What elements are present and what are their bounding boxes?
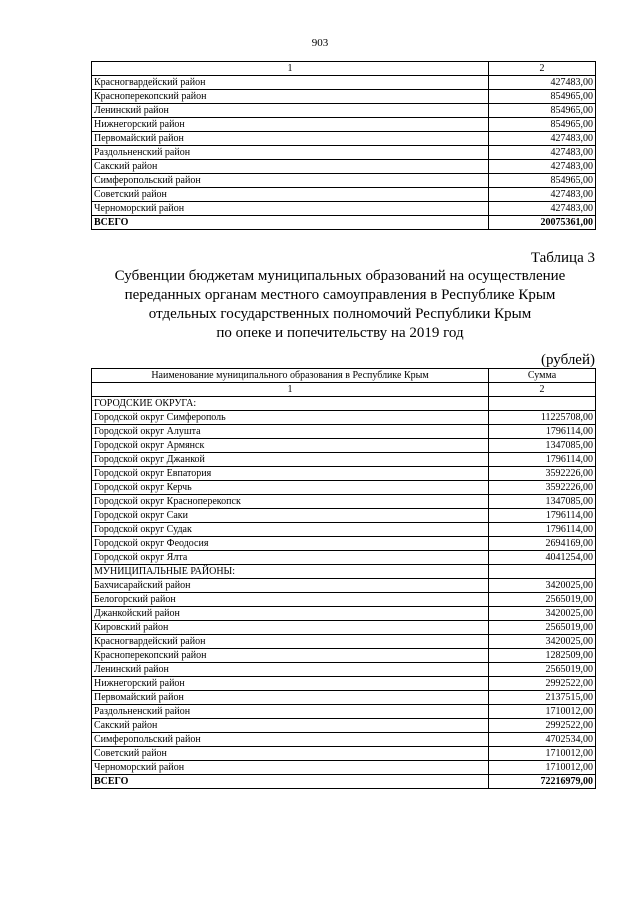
table-row — [92, 677, 596, 691]
table-row — [92, 160, 596, 174]
row-name: Городской округ Саки — [92, 509, 489, 523]
row-value: 1347085,00 — [489, 439, 596, 453]
table-row — [92, 104, 596, 118]
row-name: Белогорский район — [92, 593, 489, 607]
row-name: Городской округ Алушта — [92, 425, 489, 439]
row-name: Красногвардейский район — [92, 635, 489, 649]
table-row — [92, 747, 596, 761]
table-row — [92, 705, 596, 719]
row-name: Городской округ Армянск — [92, 439, 489, 453]
row-value: 4702534,00 — [489, 733, 596, 747]
row-value: 1710012,00 — [489, 747, 596, 761]
row-value: 427483,00 — [489, 76, 596, 90]
row-value: 2565019,00 — [489, 663, 596, 677]
row-value: 854965,00 — [489, 104, 596, 118]
table-row — [92, 495, 596, 509]
row-name: Городской округ Ялта — [92, 551, 489, 565]
row-value: 2565019,00 — [489, 593, 596, 607]
total-row — [92, 775, 596, 789]
table-title-line: переданных органам местного самоуправления в Республике Крым — [124, 287, 556, 303]
column-number-1: 1 — [92, 383, 489, 397]
row-value: 427483,00 — [489, 160, 596, 174]
table-row — [92, 635, 596, 649]
row-name: Городской округ Джанкой — [92, 453, 489, 467]
page-number: 903 — [311, 37, 329, 49]
units-label: (рублей) — [540, 352, 595, 368]
row-value: 3592226,00 — [489, 467, 596, 481]
row-value: 427483,00 — [489, 188, 596, 202]
row-value: 1796114,00 — [489, 425, 596, 439]
row-name: Советский район — [92, 188, 489, 202]
table-row — [92, 523, 596, 537]
header-name: Наименование муниципального образования в Республике Крым — [92, 369, 489, 383]
section-title: ГОРОДСКИЕ ОКРУГА: — [92, 397, 489, 411]
row-value: 3420025,00 — [489, 579, 596, 593]
row-name: ВСЕГО — [92, 775, 489, 789]
row-value: 3420025,00 — [489, 635, 596, 649]
row-value: 854965,00 — [489, 118, 596, 132]
table-row — [92, 621, 596, 635]
row-name: Красноперекопский район — [92, 649, 489, 663]
table-row — [92, 453, 596, 467]
row-value: 2694169,00 — [489, 537, 596, 551]
table-title-line: отдельных государственных полномочий Республики Крым — [148, 306, 532, 322]
row-name: Сакский район — [92, 160, 489, 174]
table-row — [92, 118, 596, 132]
row-name: Городской округ Евпатория — [92, 467, 489, 481]
table-row — [92, 761, 596, 775]
table-row — [92, 467, 596, 481]
table-title-line: по опеке и попечительству на 2019 год — [216, 325, 464, 341]
row-name: Первомайский район — [92, 132, 489, 146]
row-value: 1710012,00 — [489, 761, 596, 775]
row-name: Джанкойский район — [92, 607, 489, 621]
table-title-line: Субвенции бюджетам муниципальных образований на осуществление — [114, 268, 566, 284]
subvention-table — [91, 368, 596, 789]
row-name: Ленинский район — [92, 104, 489, 118]
row-name: Первомайский район — [92, 691, 489, 705]
column-number-row — [92, 383, 596, 397]
row-name: Нижнегорский район — [92, 118, 489, 132]
table-row — [92, 188, 596, 202]
table-row — [92, 439, 596, 453]
row-name: Городской округ Феодосия — [92, 537, 489, 551]
total-row — [92, 216, 596, 230]
table-row — [92, 202, 596, 216]
table-row — [92, 551, 596, 565]
row-name: Раздольненский район — [92, 705, 489, 719]
table-row — [92, 719, 596, 733]
table-row — [92, 593, 596, 607]
row-value: 427483,00 — [489, 202, 596, 216]
row-name: Городской округ Симферополь — [92, 411, 489, 425]
row-value: 1710012,00 — [489, 705, 596, 719]
row-value: 1282509,00 — [489, 649, 596, 663]
table-row — [92, 579, 596, 593]
row-name: Черноморский район — [92, 761, 489, 775]
row-value: 854965,00 — [489, 90, 596, 104]
column-number-1: 1 — [92, 62, 489, 76]
continued-table — [91, 61, 596, 230]
row-name: Городской округ Красноперекопск — [92, 495, 489, 509]
row-value: 1796114,00 — [489, 523, 596, 537]
row-value: 427483,00 — [489, 132, 596, 146]
table-row — [92, 691, 596, 705]
row-value: 1796114,00 — [489, 453, 596, 467]
column-number-row — [92, 62, 596, 76]
row-value: 3420025,00 — [489, 607, 596, 621]
section-row — [92, 565, 596, 579]
row-value: 854965,00 — [489, 174, 596, 188]
row-name: Черноморский район — [92, 202, 489, 216]
section-row — [92, 397, 596, 411]
row-name: Сакский район — [92, 719, 489, 733]
row-name: Бахчисарайский район — [92, 579, 489, 593]
row-name: Раздольненский район — [92, 146, 489, 160]
row-value: 11225708,00 — [489, 411, 596, 425]
row-value: 2137515,00 — [489, 691, 596, 705]
section-title: МУНИЦИПАЛЬНЫЕ РАЙОНЫ: — [92, 565, 489, 579]
table-row — [92, 663, 596, 677]
row-value: 427483,00 — [489, 146, 596, 160]
row-value: 72216979,00 — [489, 775, 596, 789]
table-title — [60, 267, 620, 343]
row-value: 2992522,00 — [489, 719, 596, 733]
row-name: Городской округ Керчь — [92, 481, 489, 495]
table-row — [92, 146, 596, 160]
header-row — [92, 369, 596, 383]
row-value: 20075361,00 — [489, 216, 596, 230]
row-value: 1796114,00 — [489, 509, 596, 523]
table-row — [92, 733, 596, 747]
column-number-2: 2 — [489, 62, 596, 76]
continued-table-body — [92, 62, 596, 230]
subvention-table-body — [92, 369, 596, 789]
table-row — [92, 90, 596, 104]
row-name: Симферопольский район — [92, 174, 489, 188]
row-name: Городской округ Судак — [92, 523, 489, 537]
row-name: Ленинский район — [92, 663, 489, 677]
row-value: 2565019,00 — [489, 621, 596, 635]
table-row — [92, 481, 596, 495]
table-row — [92, 411, 596, 425]
row-name: Кировский район — [92, 621, 489, 635]
table-row — [92, 174, 596, 188]
row-value: 2992522,00 — [489, 677, 596, 691]
table-row — [92, 76, 596, 90]
column-number-2: 2 — [489, 383, 596, 397]
row-value: 1347085,00 — [489, 495, 596, 509]
header-sum: Сумма — [489, 369, 596, 383]
table-row — [92, 132, 596, 146]
table-row — [92, 649, 596, 663]
row-name: Красноперекопский район — [92, 90, 489, 104]
row-name: Нижнегорский район — [92, 677, 489, 691]
table-row — [92, 425, 596, 439]
row-value: 4041254,00 — [489, 551, 596, 565]
table-row — [92, 537, 596, 551]
row-name: ВСЕГО — [92, 216, 489, 230]
row-name: Симферопольский район — [92, 733, 489, 747]
row-name: Красногвардейский район — [92, 76, 489, 90]
table-label: Таблица 3 — [530, 250, 595, 266]
section-empty-cell — [489, 397, 596, 411]
row-value: 3592226,00 — [489, 481, 596, 495]
table-row — [92, 607, 596, 621]
section-empty-cell — [489, 565, 596, 579]
table-row — [92, 509, 596, 523]
row-name: Советский район — [92, 747, 489, 761]
